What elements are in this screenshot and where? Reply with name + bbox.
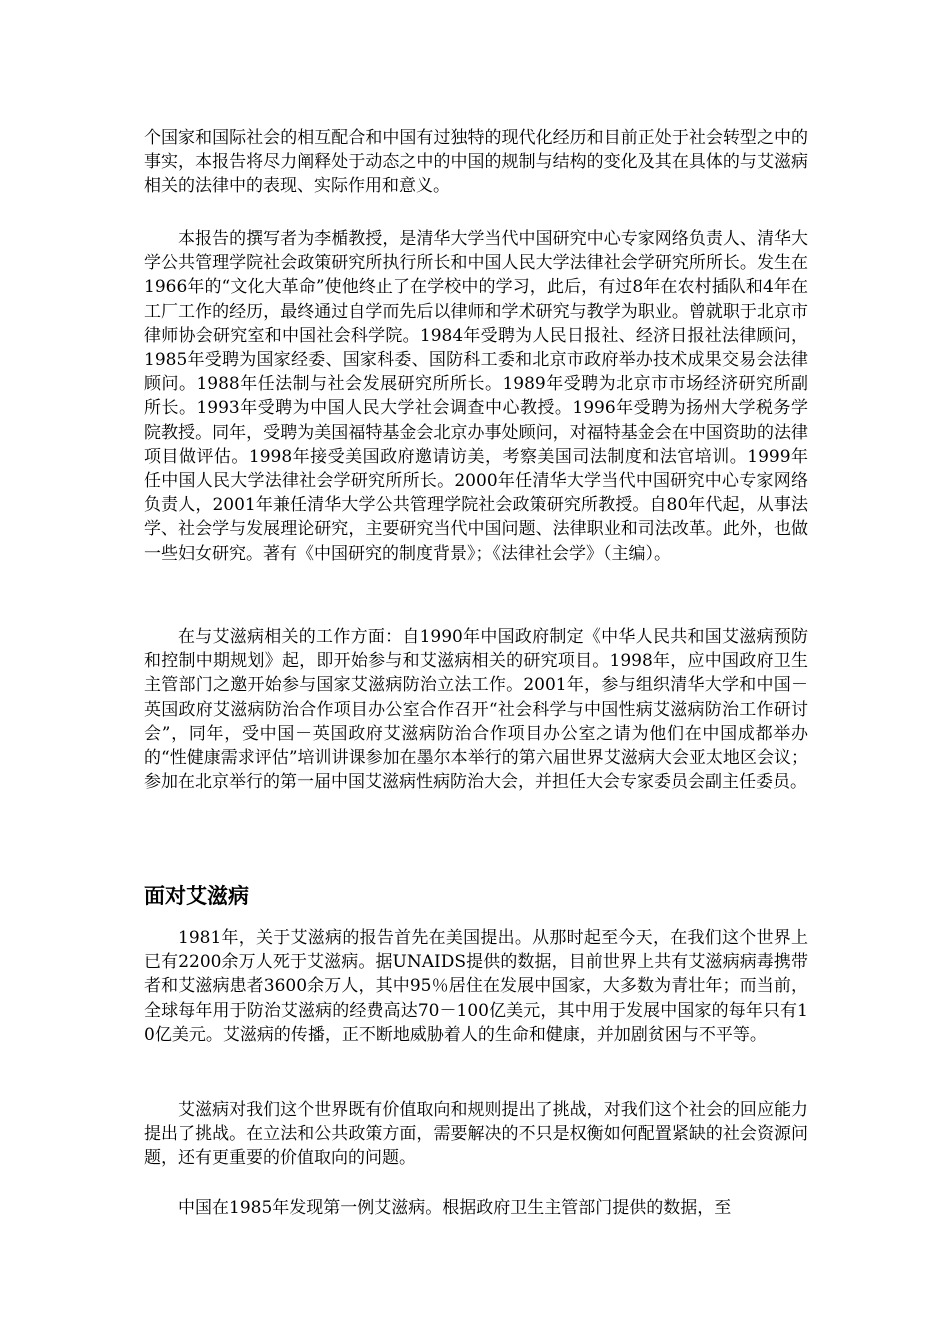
- section-heading: 面对艾滋病: [144, 884, 249, 908]
- paragraph-author-bio: 本报告的撰写者为李楯教授，是清华大学当代中国研究中心专家网络负责人、清华大学公共管理学院社会政策研究所执行所长和中国人民大学法律社会学研究所所长。发生在1966年的“文化大革命”使他终止了在学校中的学习，此后，有过8年在农村插队和4年在工厂工作的经历，最终通过自学而先后以律师和学术研究与教学为职业。曾就职于北京市律师协会研究室和中国社会科学院。1984年受聘为人民日报社、经济日报社法律顾问，1985年受聘为国家经委、国家科委、国防科工委和北京市政府举办技术成果交易会法律顾问。1988年任法制与社会发展研究所所长。1989年受聘为北京市市场经济研究所副所长。1993年受聘为中国人民大学社会调查中心教授。1996年受聘为扬州大学税务学院教授。同年，受聘为美国福特基金会北京办事处顾问，对福特基金会在中国资助的法律项目做评估。1998年接受美国政府邀请访美，考察美国司法制度和法官培训。1999年任中国人民大学法律社会学研究所所长。2000年任清华大学当代中国研究中心专家网络负责人，2001年兼任清华大学公共管理学院社会政策研究所教授。自80年代起，从事法学、社会学与发展理论研究，主要研究当代中国问题、法律职业和司法改革。此外，也做一些妇女研究。著有《中国研究的制度背景》；《法律社会学》（主编）。: [144, 229, 808, 564]
- paragraph-intro-continuation: 个国家和国际社会的相互配合和中国有过独特的现代化经历和目前正处于社会转型之中的事实，本报告将尽力阐释处于动态之中的中国的规制与结构的变化及其在具体的与艾滋病相关的法律中的表现、实际作用和意义。: [144, 128, 808, 197]
- paragraph-aids-challenge: 艾滋病对我们这个世界既有价值取向和规则提出了挑战，对我们这个社会的回应能力提出了挑战。在立法和公共政策方面，需要解决的不只是权衡如何配置紧缺的社会资源问题，还有更重要的价值取向的问题。: [144, 1100, 808, 1169]
- paragraph-china-first-case: 中国在1985年发现第一例艾滋病。根据政府卫生主管部门提供的数据，至: [178, 1198, 732, 1218]
- paragraph-aids-work: 在与艾滋病相关的工作方面：自1990年中国政府制定《中华人民共和国艾滋病预防和控制中期规划》起，即开始参与和艾滋病相关的研究项目。1998年，应中国政府卫生主管部门之邀开始参与国家艾滋病防治立法工作。2001年，参与组织清华大学和中国－英国政府艾滋病防治合作项目办公室合作召开“社会科学与中国性病艾滋病防治工作研讨会”，同年，受中国－英国政府艾滋病防治合作项目办公室之请为他们在中国成都举办的“性健康需求评估”培训讲课参加在墨尔本举行的第六届世界艾滋病大会亚太地区会议；参加在北京举行的第一届中国艾滋病性病防治大会，并担任大会专家委员会副主任委员。: [144, 627, 808, 793]
- paragraph-aids-statistics: 1981年，关于艾滋病的报告首先在美国提出。从那时起至今天，在我们这个世界上已有2200余万人死于艾滋病。据UNAIDS提供的数据，目前世界上共有艾滋病病毒携带者和艾滋病患者3600余万人，其中95％居住在发展中国家，大多数为青壮年；而当前，全球每年用于防治艾滋病的经费高达70－100亿美元，其中用于发展中国家的每年只有10亿美元。艾滋病的传播，正不断地威胁着人的生命和健康，并加剧贫困与不平等。: [144, 928, 808, 1045]
